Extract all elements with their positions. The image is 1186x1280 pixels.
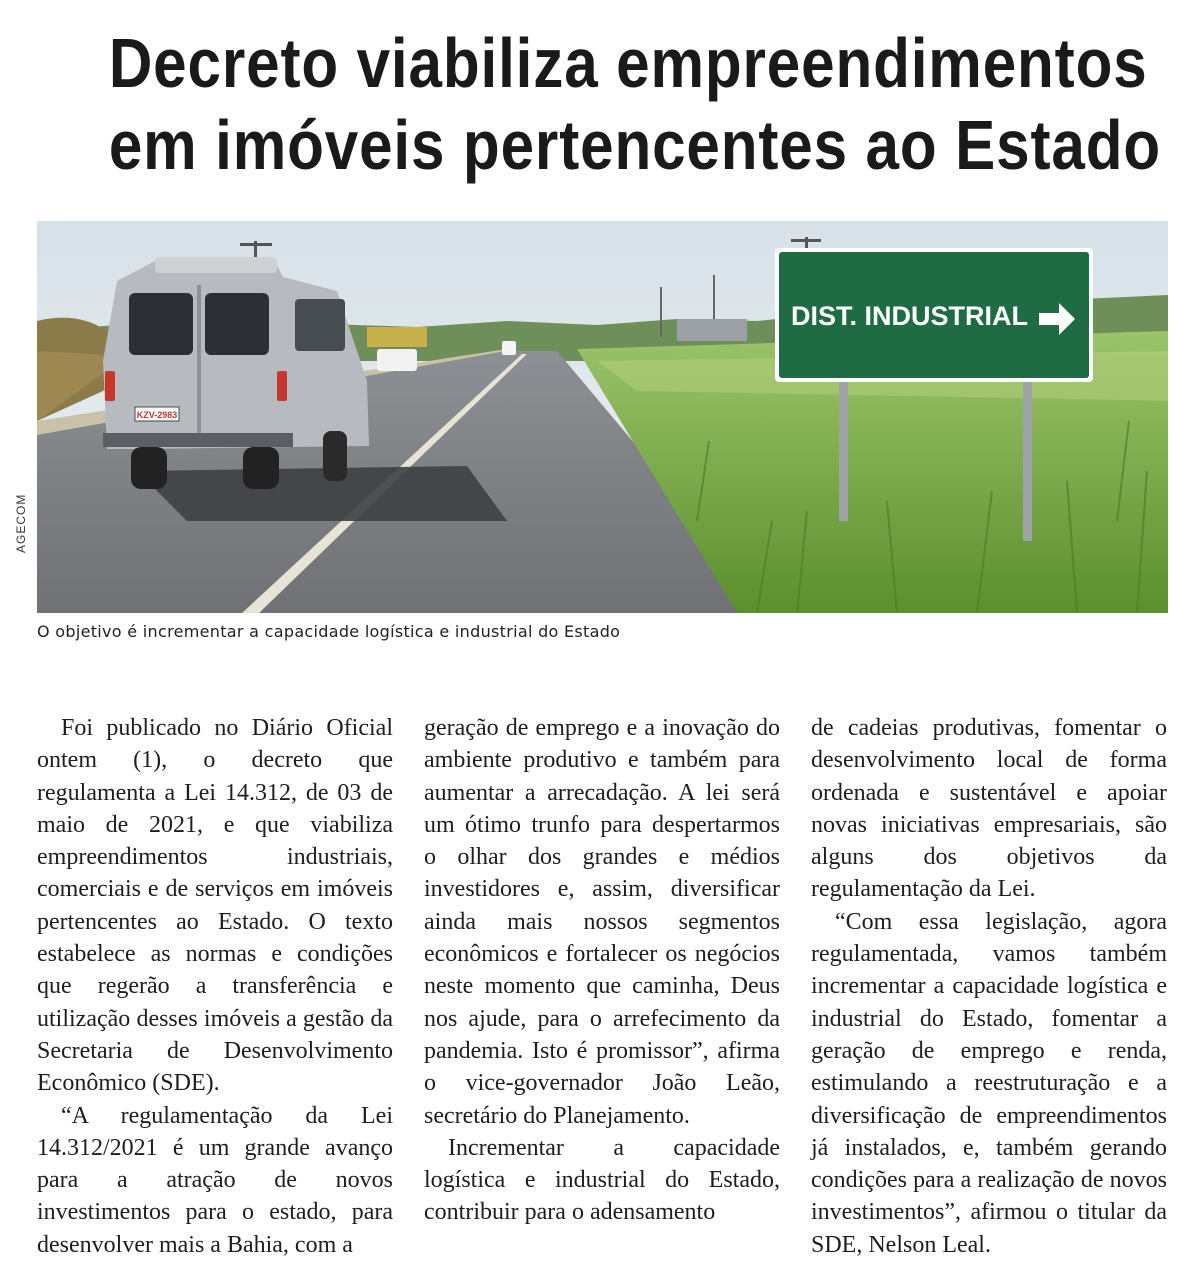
paragraph: geração de emprego e a inovação do ambiente produtivo e também para aumentar a arrecadação. A lei será um ótimo trunfo para despertarmos o olhar dos grandes e médios investidores e, assim, diversificar ainda mais nossos segmentos econômicos e fortalecer os negócios neste momento que caminha, Deus nos ajude, para o arrefecimento da pandemia. Isto é promissor”, afirma o vice-governador João Leão, secretário do Planejamento. [424, 715, 780, 1129]
headline [108, 22, 1161, 186]
article-column-2 [424, 712, 780, 1272]
paragraph: Incrementar a capacidade logística e industrial do Estado, contribuir para o adensamento [424, 1134, 780, 1226]
paragraph: Foi publicado no Diário Oficial ontem (1), o decreto que regulamenta a Lei 14.312, de 03 de maio de 2021, e que viabiliza empreendimentos industriais, comerciais e de serviços em imóveis pertencentes ao Estado. O texto estabelece as normas e condições que regerão a transferência e utilização desses imóveis a gestão da Secretaria de Desenvolvimento Econômico (SDE). [37, 715, 393, 1097]
article-column-1 [37, 712, 393, 1272]
paragraph: “Com essa legislação, agora regulamentada, vamos também incrementar a capacidade logística e industrial do Estado, fomentar a geração de emprego e renda, estimulando a reestruturação e a diversificação de empreendimentos já instalados, e, também gerando condições para a realização de novos investimentos”, afirmou o titular da SDE, Nelson Leal. [811, 908, 1167, 1258]
road-sign-text: DIST. INDUSTRIAL [791, 301, 1029, 331]
paragraph: de cadeias produtivas, fomentar o desenvolvimento local de forma ordenada e sustentável e apoiar novas iniciativas empresariais, são alguns dos objetivos da regulamentação da Lei. [811, 715, 1167, 903]
headline-line-2: em imóveis pertencentes ao Estado [108, 106, 1161, 184]
road-sign [775, 248, 1093, 382]
van-plate-text: KZV-2983 [136, 410, 178, 420]
paragraph: “A regulamentação da Lei 14.312/2021 é um grande avanço para a atração de novos investimentos para o estado, para desenvolver mais a Bahia, com a [37, 1102, 393, 1258]
article-photo [37, 221, 1168, 613]
article-column-3 [811, 712, 1167, 1272]
photo-credit: AGECOM [14, 493, 28, 553]
photo-caption: O objetivo é incrementar a capacidade logística e industrial do Estado [37, 622, 621, 641]
headline-line-1: Decreto viabiliza empreendimentos [108, 24, 1148, 102]
